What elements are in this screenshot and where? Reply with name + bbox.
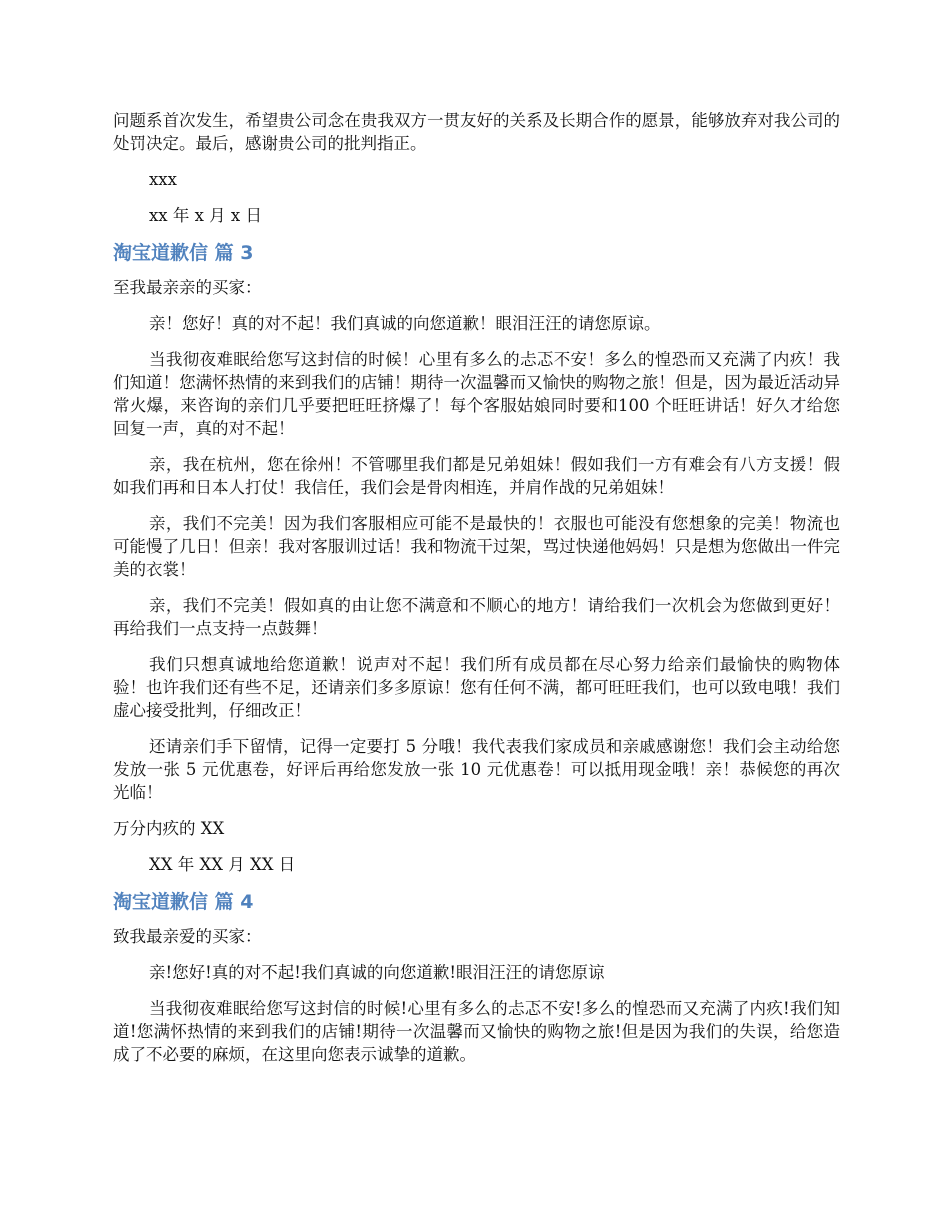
document-page (113, 109, 840, 1079)
letter-date: xx 年 x 月 x 日 (149, 206, 262, 225)
letter-date: XX 年 XX 月 XX 日 (149, 855, 296, 874)
body-paragraph: 亲，我们不完美！假如真的由让您不满意和不顺心的地方！请给我们一次机会为您做到更好！再给我们一点支持一点鼓舞！ (113, 596, 840, 638)
body-paragraph: 亲，我们不完美！因为我们客服相应可能不是最快的！衣服也可能没有您想象的完美！物流也可能慢了几日！但亲！我对客服训过话！我和物流干过架，骂过快递他妈妈！只是想为您做出一件完美的衣裳！ (113, 514, 840, 579)
salutation: 至我最亲亲的买家： (113, 278, 262, 297)
closing: 万分内疚的 XX (113, 819, 225, 838)
salutation: 致我最亲爱的买家： (113, 927, 262, 946)
signer: xxx (149, 170, 177, 189)
body-paragraph: 亲，我在杭州，您在徐州！不管哪里我们都是兄弟姐妹！假如我们一方有难会有八方支援！假如我们再和日本人打仗！我信任，我们会是骨肉相连，并肩作战的兄弟姐妹！ (113, 455, 840, 497)
section-heading (113, 889, 840, 915)
body-paragraph: 当我彻夜难眠给您写这封信的时候!心里有多么的忐忑不安!多么的惶恐而又充满了内疚!我们知道!您满怀热情的来到我们的店铺!期待一次温馨而又愉快的购物之旅!但是因为我们的失误，给您造成了不必要的麻烦，在这里向您表示诚挚的道歉。 (113, 999, 840, 1064)
section-heading-text: 淘宝道歉信 篇 4 (113, 891, 254, 913)
section-heading (113, 240, 840, 266)
body-paragraph: 问题系首次发生，希望贵公司念在贵我双方一贯友好的关系及长期合作的愿景，能够放弃对我公司的处罚决定。最后，感谢贵公司的批判指正。 (113, 111, 840, 153)
body-paragraph: 我们只想真诚地给您道歉！说声对不起！我们所有成员都在尽心努力给亲们最愉快的购物体验！也许我们还有些不足，还请亲们多多原谅！您有任何不满，都可旺旺我们，也可以致电哦！我们虚心接受批判，仔细改正！ (113, 655, 840, 720)
section-heading-text: 淘宝道歉信 篇 3 (113, 242, 254, 264)
body-paragraph: 当我彻夜难眠给您写这封信的时候！心里有多么的忐忑不安！多么的惶恐而又充满了内疚！我们知道！您满怀热情的来到我们的店铺！期待一次温馨而又愉快的购物之旅！但是，因为最近活动异常火爆，来咨询的亲们几乎要把旺旺挤爆了！每个客服姑娘同时要和100 个旺旺讲话！好久才给您回复一声，真的对不起！ (113, 350, 840, 438)
body-paragraph: 亲!您好!真的对不起!我们真诚的向您道歉!眼泪汪汪的请您原谅 (149, 963, 605, 982)
body-paragraph: 还请亲们手下留情，记得一定要打 5 分哦！我代表我们家成员和亲戚感谢您！我们会主动给您发放一张 5 元优惠卷，好评后再给您发放一张 10 元优惠卷！可以抵用现金哦！亲！恭候您的再次光临！ (113, 737, 840, 802)
body-paragraph: 亲！您好！真的对不起！我们真诚的向您道歉！眼泪汪汪的请您原谅。 (149, 314, 661, 333)
